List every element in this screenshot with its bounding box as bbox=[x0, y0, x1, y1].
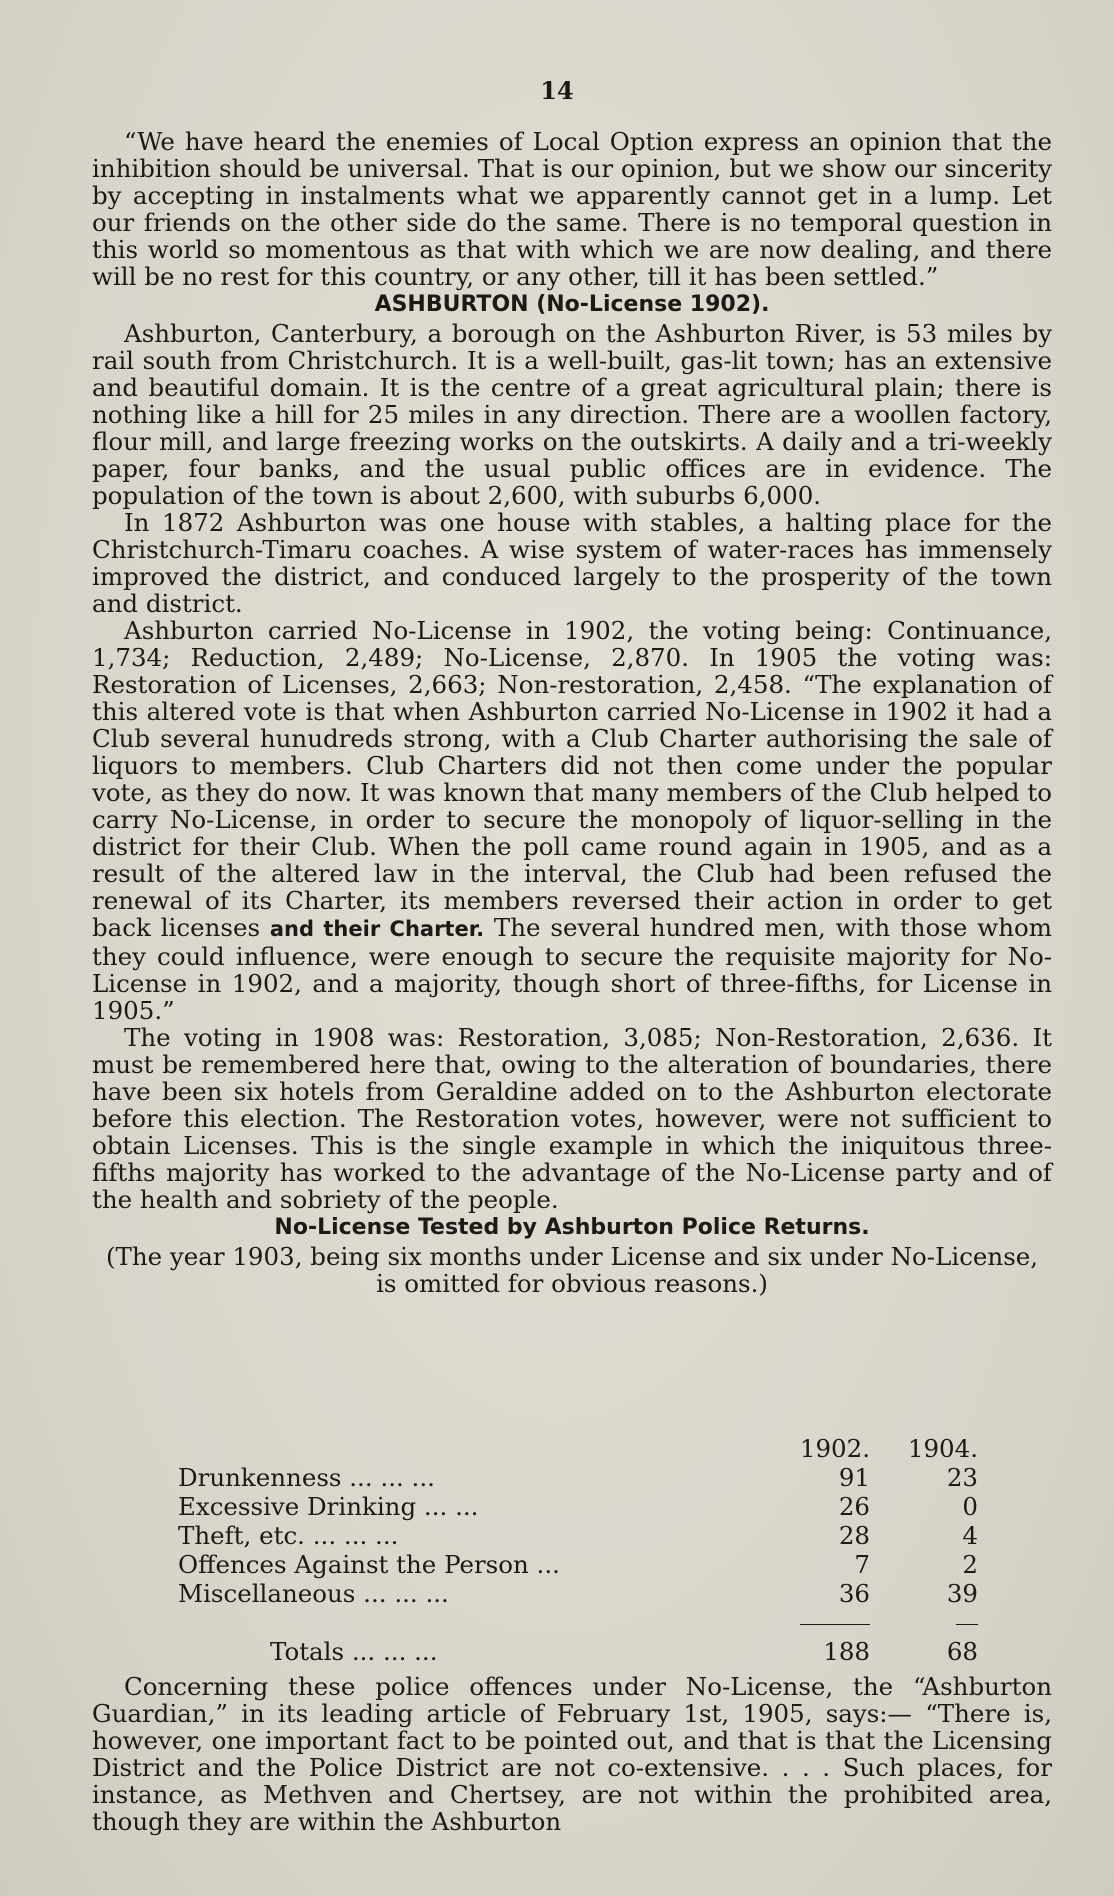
row-label: Theft, etc. ... ... ... bbox=[178, 1521, 399, 1550]
table-row bbox=[178, 1463, 978, 1492]
totals-row bbox=[178, 1637, 978, 1666]
totals-label: Totals ... ... ... bbox=[270, 1637, 438, 1666]
paragraph-voting bbox=[92, 617, 1052, 1024]
voting-text-bold: and their Charter. bbox=[269, 917, 485, 941]
value-1902: 91 bbox=[838, 1463, 870, 1492]
paragraph-history: In 1872 Ashburton was one house with stables, a halting place for the Christchurch-Timaru coaches. A wise system of water-races has immensely improved the district, and conduced largely to the prosperity of the town and district. bbox=[92, 508, 1052, 618]
table-note: (The year 1903, being six months under License and six under No-License, is omitted for obvious reasons.) bbox=[105, 1242, 1039, 1298]
quote-paragraph: “We have heard the enemies of Local Option express an opinion that the inhibition should be universal. That is our opinion, but we show our sincerity by accepting in instalments what we apparently cannot get in a lump. Let our friends on the other side do the same. There is no temporal question in this world so momentous as that with which we are now dealing, and there will be no rest for this country, or any other, till it has been settled.” bbox=[92, 127, 1052, 291]
top-text-block bbox=[92, 128, 1052, 1297]
paragraph-voting-1908: The voting in 1908 was: Restoration, 3,085; Non-Restoration, 2,636. It must be remembered here that, owing to the alteration of boundaries, there have been six hotels from Geraldine added on to the Ashburton electorate before this election. The Restoration votes, however, were not sufficient to obtain Licenses. This is the single example in which the iniquitous three-fifths majority has worked to the advantage of the No-License party and of the health and sobriety of the people. bbox=[92, 1023, 1052, 1214]
value-1904: 23 bbox=[946, 1463, 978, 1492]
bottom-text-block bbox=[92, 1673, 1052, 1835]
police-returns-table bbox=[178, 1434, 978, 1666]
value-1904: 4 bbox=[962, 1521, 978, 1550]
table-row bbox=[178, 1521, 978, 1550]
voting-text-after: The several hundred men, with those whom they could influence, were enough to secure the requisite majority for No-License in 1902, and a majority, though short of three-fifths, for License in 1905.” bbox=[92, 913, 1052, 1025]
row-label: Offences Against the Person ... bbox=[178, 1550, 560, 1579]
value-1902: 28 bbox=[838, 1521, 870, 1550]
table-row bbox=[178, 1492, 978, 1521]
sum-rule-row bbox=[178, 1608, 978, 1637]
row-label: Drunkenness ... ... ... bbox=[178, 1463, 435, 1492]
section-heading: ASHBURTON (No-License 1902). bbox=[374, 292, 770, 317]
total-1904: 68 bbox=[946, 1637, 978, 1666]
value-1902: 7 bbox=[854, 1550, 870, 1579]
value-1904: 39 bbox=[946, 1579, 978, 1608]
column-header-1902: 1902. bbox=[799, 1434, 870, 1463]
value-1904: 2 bbox=[962, 1550, 978, 1579]
value-1902: 36 bbox=[838, 1579, 870, 1608]
value-1902: 26 bbox=[838, 1492, 870, 1521]
table-row bbox=[178, 1579, 978, 1608]
sum-rule-1902 bbox=[800, 1624, 870, 1625]
column-header-1904: 1904. bbox=[907, 1434, 978, 1463]
table-heading: No-License Tested by Ashburton Police Returns. bbox=[274, 1215, 870, 1240]
voting-text-before: Ashburton carried No-License in 1902, the voting being: Continuance, 1,734; Reduction, 2,489; No-License, 2,870. In 1905 the voting was: Restoration of Licenses, 2,663; Non-restoration, 2,458. “The explanation of this altered vote is that when Ashburton carried No-License in 1902 it had a Club several hunudreds strong, with a Club Charter authorising the sale of liquors to members. Club Charters did not then come under the popular vote, as they do now. It was known that many members of the Club helped to carry No-License, in order to secure the monopoly of liquor-selling in the district for their Club. When the poll came round again in 1905, and as a result of the altered law in the interval, the Club had been refused the renewal of its Charter, its members reversed their action in order to get back licenses bbox=[92, 616, 1052, 942]
value-1904: 0 bbox=[962, 1492, 978, 1521]
table-header-row bbox=[178, 1434, 978, 1463]
sum-rule-1904 bbox=[956, 1624, 978, 1625]
paragraph-description: Ashburton, Canterbury, a borough on the Ashburton River, is 53 miles by rail south from Christchurch. It is a well-built, gas-lit town; has an extensive and beautiful domain. It is the centre of a great agricultural plain; there is nothing like a hill for 25 miles in any direction. There are a woollen factory, flour mill, and large freezing works on the outskirts. A daily and a tri-weekly paper, four banks, and the usual public offices are in evidence. The population of the town is about 2,600, with suburbs 6,000. bbox=[92, 319, 1052, 510]
closing-paragraph: Concerning these police offences under No-License, the “Ashburton Guardian,” in its leading article of February 1st, 1905, says:— “There is, however, one important fact to be pointed out, and that is that the Licensing District and the Police District are not co-extensive. . . . Such places, for instance, as Methven and Chertsey, are not within the prohibited area, though they are within the Ashburton bbox=[92, 1672, 1052, 1836]
row-label: Miscellaneous ... ... ... bbox=[178, 1579, 449, 1608]
row-label: Excessive Drinking ... ... bbox=[178, 1492, 479, 1521]
table-row bbox=[178, 1550, 978, 1579]
total-1902: 188 bbox=[823, 1637, 870, 1666]
page-number: 14 bbox=[540, 76, 574, 105]
